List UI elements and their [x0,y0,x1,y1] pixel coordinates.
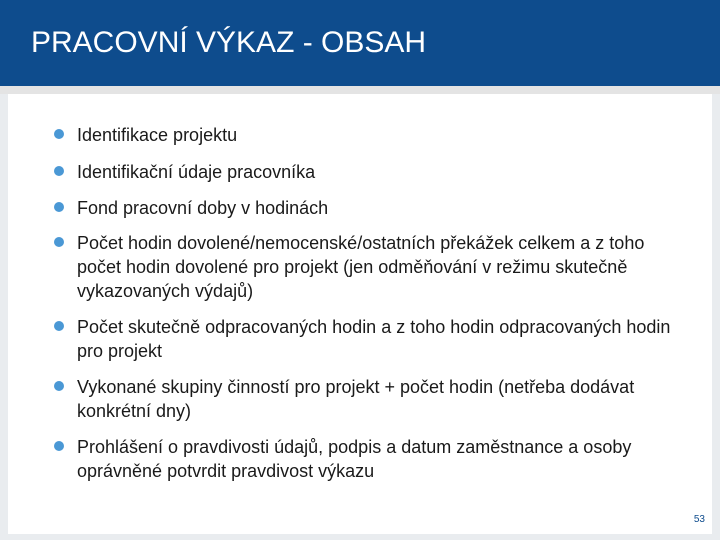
bullet-dot-icon [54,441,64,451]
bullet-dot-icon [54,237,64,247]
bullet-dot-icon [54,381,64,391]
slide-border-bottom [0,534,720,540]
slide-border-left [0,94,8,540]
bullet-item [54,435,674,483]
bullet-item [54,196,674,220]
bullet-text: Identifikační údaje pracovníka [77,162,316,182]
page-number: 53 [693,514,705,525]
bullet-item [54,123,674,147]
bullet-text: Fond pracovní doby v hodinách [77,198,329,218]
header-divider [0,86,720,94]
title-bar [0,0,720,86]
bullet-item [54,315,674,363]
bullet-text: Počet skutečně odpracovaných hodin a z toho hodin odpracovaných hodin pro projekt [77,317,671,361]
bullet-text: Identifikace projektu [77,125,238,145]
bullet-dot-icon [54,321,64,331]
slide-border-right [712,94,720,540]
bullet-dot-icon [54,129,64,139]
bullet-dot-icon [54,166,64,176]
slide-title: PRACOVNÍ VÝKAZ - OBSAH [31,26,427,59]
bullet-item [54,375,674,423]
bullet-item [54,160,674,184]
bullet-text: Prohlášení o pravdivosti údajů, podpis a datum zaměstnance a osoby oprávněné potvrdit pravdivost výkazu [77,437,632,481]
bullet-text: Počet hodin dovolené/nemocenské/ostatních překážek celkem a z toho počet hodin dovolené pro projekt (jen odměňování v režimu skutečně vykazovaných výdajů) [77,233,645,301]
bullet-item [54,231,674,303]
bullet-text: Vykonané skupiny činností pro projekt + počet hodin (netřeba dodávat konkrétní dny) [77,377,635,421]
bullet-dot-icon [54,202,64,212]
